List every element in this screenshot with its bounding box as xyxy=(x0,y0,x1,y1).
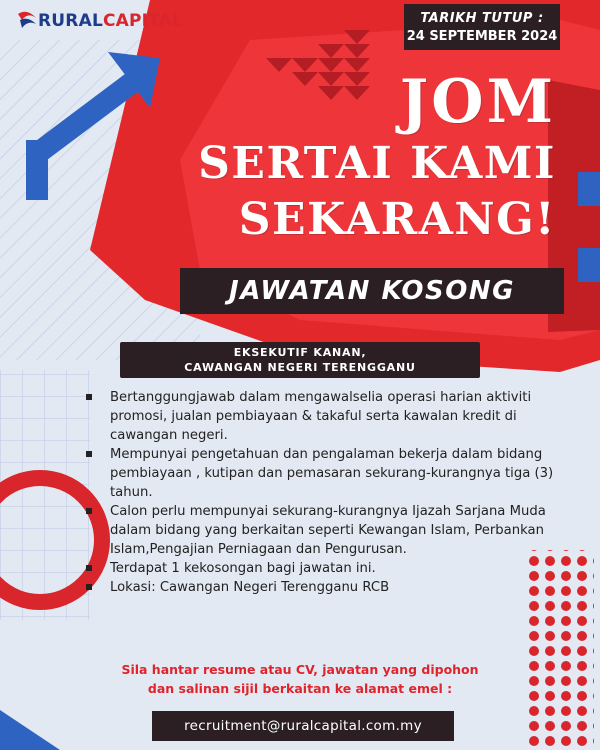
headline-line2: SERTAI KAMI xyxy=(198,138,556,189)
blue-tab xyxy=(578,172,600,206)
apply-instructions-line1: Sila hantar resume atau CV, jawatan yang dipohon xyxy=(121,662,479,677)
position-line2: CAWANGAN NEGERI TERENGGANU xyxy=(184,361,416,374)
position-line1: EKSEKUTIF KANAN, xyxy=(233,346,367,359)
list-item: Calon perlu mempunyai sekurang-kurangnya Ijazah Sarjana Muda dalam bidang yang berkaitan seperti Kewangan Islam, Perbankan Islam,Pengajian Perniagaan dan Pengurusan. xyxy=(86,502,556,559)
logo-text-capital: CAPITAL xyxy=(102,11,184,31)
logo-text-rural: RURAL xyxy=(38,11,103,31)
bullet-icon xyxy=(86,394,92,400)
bullet-icon xyxy=(86,508,92,514)
deadline-label: TARIKH TUTUP : xyxy=(420,10,544,26)
apply-instructions-line2: dan salinan sijil berkaitan ke alamat emel : xyxy=(147,681,453,696)
apply-instructions xyxy=(120,660,480,698)
blue-tab xyxy=(578,248,600,282)
deadline-date: 24 SEPTEMBER 2024 xyxy=(406,28,558,44)
headline xyxy=(198,68,556,248)
headline-line3: SEKARANG! xyxy=(238,194,556,245)
bullet-icon xyxy=(86,565,92,571)
bullet-icon xyxy=(86,584,92,590)
rural-capital-logo xyxy=(16,6,216,36)
position-box xyxy=(120,342,480,378)
headline-line1: JOM xyxy=(399,67,556,137)
list-item: Lokasi: Cawangan Negeri Terengganu RCB xyxy=(86,578,556,597)
list-item: Terdapat 1 kekosongan bagi jawatan ini. xyxy=(86,559,556,578)
bullet-icon xyxy=(86,451,92,457)
email-address[interactable]: recruitment@ruralcapital.com.my xyxy=(152,711,454,741)
requirements-list xyxy=(86,388,556,597)
deadline-box xyxy=(404,4,560,50)
vacancy-banner: JAWATAN KOSONG xyxy=(180,268,564,314)
list-item: Bertanggungjawab dalam mengawalselia operasi harian aktiviti promosi, jualan pembiayaan & takaful serta kawalan kredit di cawangan negeri. xyxy=(86,388,556,445)
list-item: Mempunyai pengetahuan dan pengalaman bekerja dalam bidang pembiayaan , kutipan dan pemasaran sekurang-kurangnya tiga (3) tahun. xyxy=(86,445,556,502)
rural-capital-swoosh-icon xyxy=(16,10,38,32)
